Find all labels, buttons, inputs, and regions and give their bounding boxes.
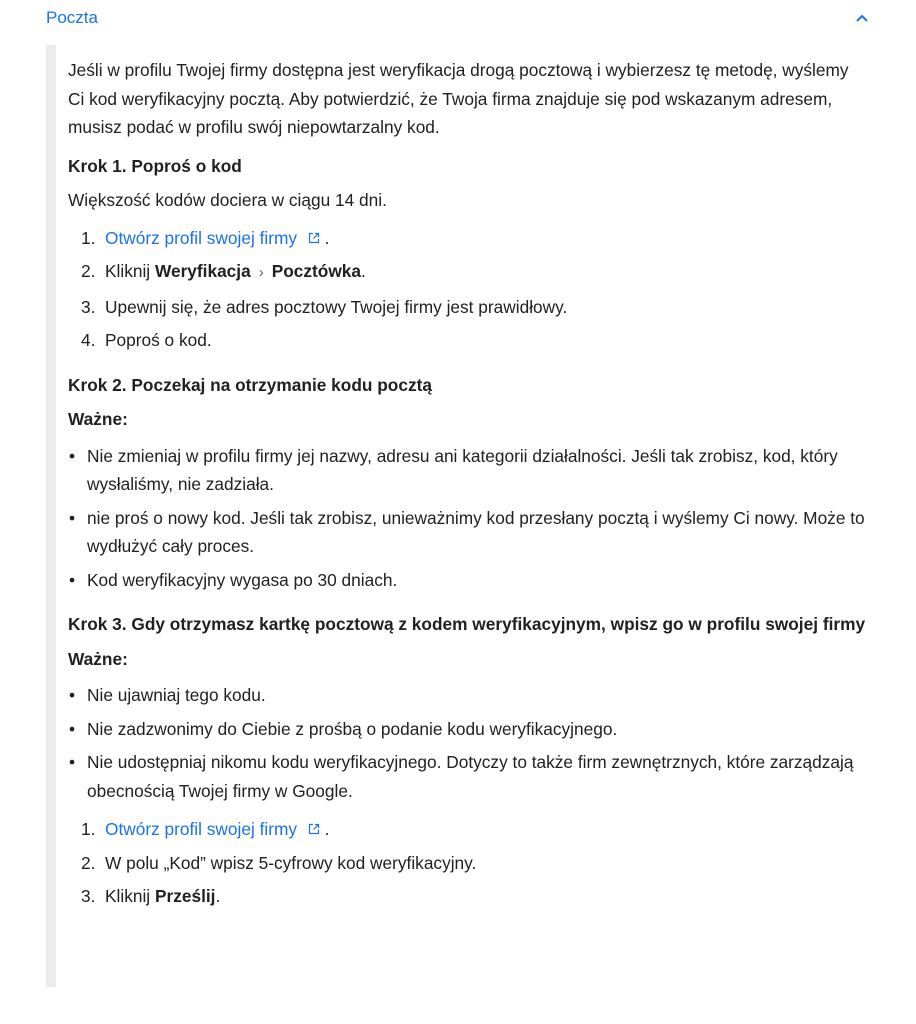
list-number: 1.	[81, 227, 96, 248]
list-number: 3.	[81, 296, 96, 317]
item-text: Kliknij	[105, 886, 151, 906]
item-text: Kliknij	[105, 261, 151, 281]
bullet-text: Nie zmieniaj w profilu firmy jej nazwy, adresu ani kategorii działalności. Jeśli tak zrobisz, kod, który wysłaliśmy, nie zadziała.	[87, 445, 838, 494]
bullet-glyph: •	[69, 445, 76, 466]
item-suffix: .	[361, 261, 366, 281]
bullet-text: Nie udostępniaj nikomu kodu weryfikacyjnego. Dotyczy to także firm zewnętrznych, które zarządzają obecnością Twojej firmy w Google.	[87, 752, 854, 801]
list-item	[68, 224, 868, 253]
step1-heading: Krok 1. Poproś o kod	[68, 155, 242, 176]
link-text[interactable]: Otwórz profil swojej firmy	[105, 227, 298, 248]
accordion-content	[68, 56, 868, 916]
link-suffix: .	[324, 819, 330, 839]
external-link-icon[interactable]	[308, 823, 320, 835]
list-number: 1.	[81, 819, 96, 839]
bullet-glyph: •	[69, 752, 76, 772]
step2-important-label: Ważne:	[68, 409, 128, 429]
bullet-text: Nie zadzwonimy do Ciebie z prośbą o podanie kodu weryfikacyjnego.	[87, 718, 618, 739]
bullet-item	[68, 442, 868, 499]
accordion-title[interactable]: Poczta	[46, 8, 98, 27]
bullet-glyph: •	[69, 569, 76, 590]
list-number: 2.	[81, 261, 96, 281]
step3-bullets	[68, 681, 868, 805]
item-text: Poproś o kod.	[105, 330, 212, 350]
bullet-item	[68, 504, 868, 561]
list-number: 4.	[81, 330, 96, 350]
list-item	[68, 882, 868, 911]
external-link-icon[interactable]	[308, 232, 320, 244]
chevron-up-icon[interactable]	[854, 10, 870, 26]
step3-list	[68, 815, 868, 911]
step3-heading: Krok 3. Gdy otrzymasz kartkę pocztową z kodem weryfikacyjnym, wpisz go w profilu swojej firmy	[68, 614, 866, 634]
bullet-text: Kod weryfikacyjny wygasa po 30 dniach.	[87, 569, 398, 590]
bullet-item	[68, 681, 868, 710]
bullet-glyph: •	[69, 718, 76, 739]
step1-note: Większość kodów dociera w ciągu 14 dni.	[68, 190, 387, 210]
link-suffix: .	[324, 227, 330, 248]
item-text: W polu „Kod” wpisz 5-cyfrowy kod weryfikacyjny.	[105, 852, 477, 873]
list-number: 2.	[81, 852, 96, 873]
open-business-profile-link-2[interactable]	[105, 819, 325, 839]
accordion-header-poczta[interactable]	[46, 0, 876, 36]
item-text: Upewnij się, że adres pocztowy Twojej firmy jest prawidłowy.	[105, 296, 568, 317]
step1-list	[68, 224, 868, 355]
open-business-profile-link[interactable]	[105, 228, 325, 248]
bullet-item	[68, 748, 868, 805]
step2-bullets	[68, 442, 868, 595]
item-suffix: .	[215, 886, 221, 906]
submit-label: Prześlij	[154, 886, 216, 906]
chevron-right-icon: ›	[258, 264, 264, 281]
step3-important-label: Ważne:	[68, 648, 128, 669]
link-text[interactable]: Otwórz profil swojej firmy	[105, 819, 298, 839]
menu-path-weryfikacja: Weryfikacja	[154, 261, 251, 281]
bullet-glyph: •	[69, 685, 76, 705]
list-item	[68, 326, 868, 355]
intro-paragraph: Jeśli w profilu Twojej firmy dostępna jest weryfikacja drogą pocztową i wybierzesz tę metodę, wyślemy Ci kod weryfikacyjny pocztą. Aby potwierdzić, że Twoja firma znajduje się pod wskazanym adresem, musisz podać w profilu swój niepowtarzalny kod.	[68, 60, 849, 137]
list-item	[68, 293, 868, 322]
bullet-text: nie proś o nowy kod. Jeśli tak zrobisz, unieważnimy kod przesłany pocztą i wyślemy Ci nowy. Może to wydłużyć cały proces.	[87, 507, 865, 556]
bullet-item	[68, 715, 868, 744]
menu-path-pocztowka: Pocztówka	[271, 261, 362, 281]
list-item	[68, 257, 868, 288]
step2-heading: Krok 2. Poczekaj na otrzymanie kodu pocztą	[68, 374, 432, 395]
list-item	[68, 815, 868, 844]
bullet-item	[68, 566, 868, 595]
list-number: 3.	[81, 886, 96, 906]
bullet-text: Nie ujawniaj tego kodu.	[87, 685, 266, 705]
list-item	[68, 849, 868, 878]
bullet-glyph: •	[69, 507, 76, 528]
